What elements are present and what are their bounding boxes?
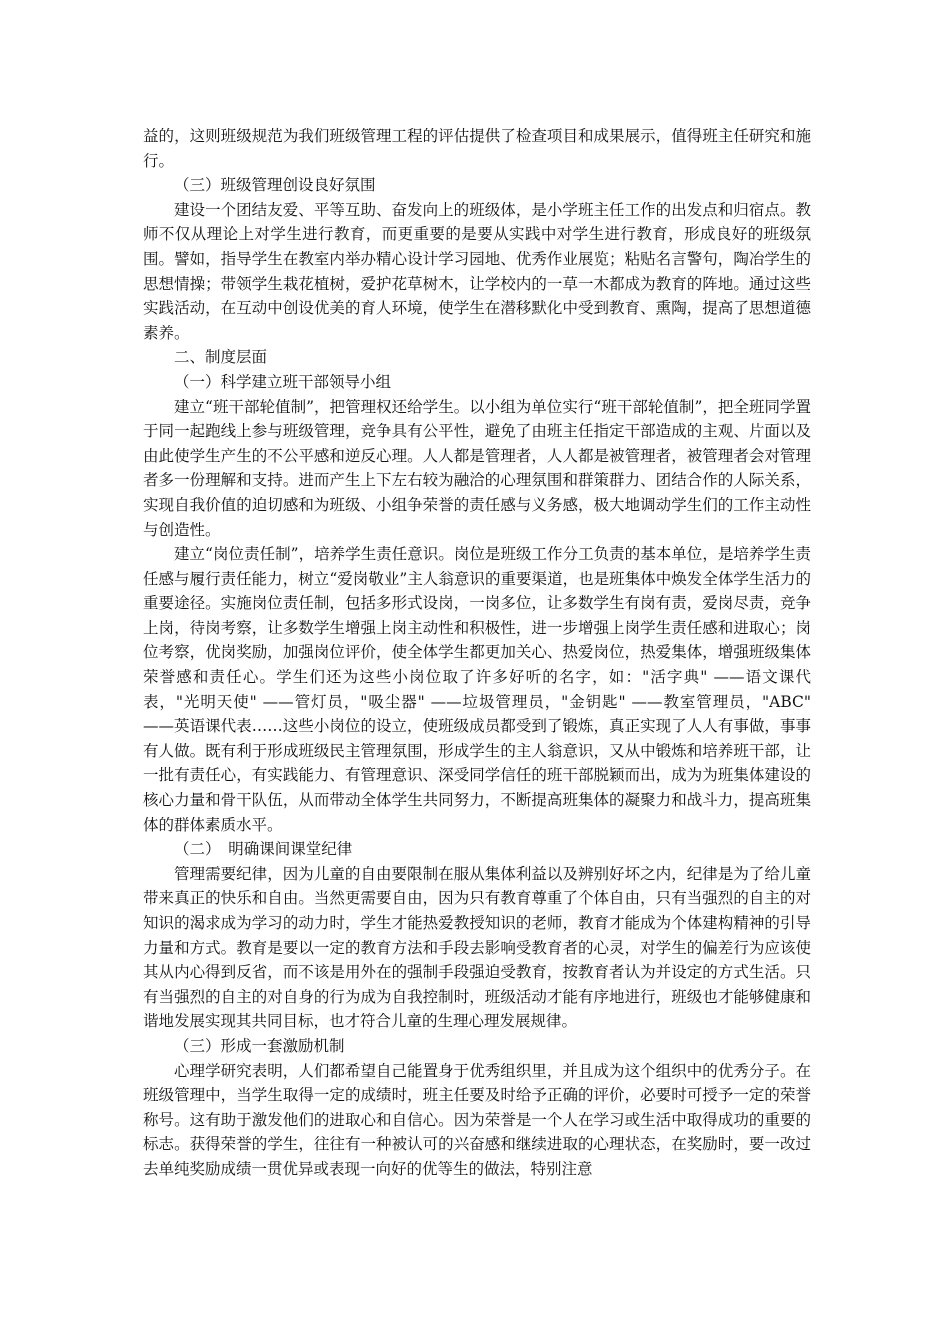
section-heading-incentives: （三）形成一套激励机制 xyxy=(174,1036,345,1055)
section-heading-discipline: （二） 明确课间课堂纪律 xyxy=(174,840,353,859)
section-heading-system: 二、制度层面 xyxy=(174,348,268,367)
section-heading-leadership-group: （一）科学建立班干部领导小组 xyxy=(174,372,392,391)
paragraph-atmosphere: 建设一个团结友爱、平等互助、奋发向上的班级体，是小学班主任工作的出发点和归宿点。教师不仅从理论上对学生进行教育，而更重要的是要从实践中对学生进行教育，形成良好的班级氛围。譬如，指导学生在教室内举办精心设计学习园地、优秀作业展览；粘贴名言警句，陶冶学生的思想情操；带领学生栽花植树，爱护花草树木，让学校内的一草一木都成为教育的阵地。通过这些实践活动，在互动中创设优美的育人环境，使学生在潜移默化中受到教育、熏陶，提高了思想道德素养。 xyxy=(143,200,811,342)
paragraph-continued: 益的，这则班级规范为我们班级管理工程的评估提供了检查项目和成果展示，值得班主任研究和施行。 xyxy=(143,127,811,170)
paragraph-discipline: 管理需要纪律，因为儿童的自由要限制在服从集体利益以及辨别好坏之内，纪律是为了给儿童带来真正的快乐和自由。当然更需要自由，因为只有教育尊重了个体自由，只有当强烈的自主的对知识的渴求成为学习的动力时，学生才能热爱教授知识的老师，教育才能成为个体建构精神的引导力量和方式。教育是要以一定的教育方法和手段去影响受教育者的心灵，对学生的偏差行为应该使其从内心得到反省，而不该是用外在的强制手段强迫受教育，按教育者认为并设定的方式生活。只有当强烈的自主的对自身的行为成为自我控制时，班级活动才能有序地进行，班级也才能够健康和谐地发展实现其共同目标，也才符合儿童的生理心理发展规律。 xyxy=(143,864,811,1031)
document-page xyxy=(143,124,811,1182)
paragraph-rotation-system: 建立“班干部轮值制”，把管理权还给学生。以小组为单位实行“班干部轮值制”，把全班同学置于同一起跑线上参与班级管理，竞争具有公平性，避免了由班主任指定干部造成的主观、片面以及由此使学生产生的不公平感和逆反心理。人人都是管理者，人人都是被管理者，被管理者会对管理者多一份理解和支持。进而产生上下左右较为融洽的心理氛围和群策群力、团结合作的人际关系，实现自我价值的迫切感和为班级、小组争荣誉的责任感与义务感，极大地调动学生们的工作主动性与创造性。 xyxy=(143,397,811,539)
paragraph-incentives: 心理学研究表明，人们都希望自己能置身于优秀组织里，并且成为这个组织中的优秀分子。在班级管理中，当学生取得一定的成绩时，班主任要及时给予正确的评价，必要时可授予一定的荣誉称号。这有助于激发他们的进取心和自信心。因为荣誉是一个人在学习或生活中取得成功的重要的标志。获得荣誉的学生，往往有一种被认可的兴奋感和继续进取的心理状态，在奖励时，要一改过去单纯奖励成绩一贯优异或表现一向好的优等生的做法，特别注意 xyxy=(143,1061,811,1178)
paragraph-responsibility-system: 建立“岗位责任制”，培养学生责任意识。岗位是班级工作分工负责的基本单位，是培养学生责任感与履行责任能力，树立“爱岗敬业”主人翁意识的重要渠道，也是班集体中焕发全体学生活力的重要途径。实施岗位责任制，包括多形式设岗，一岗多位，让多数学生有岗有责，爱岗尽责，竞争上岗，待岗考察，让多数学生增强上岗主动性和积极性，进一步增强上岗学生责任感和进取心；岗位考察，优岗奖励，加强岗位评价，使全体学生都更加关心、热爱岗位，热爱集体，增强班级集体荣誉感和责任心。学生们还为这些小岗位取了许多好听的名字，如："活字典" ——语文课代表，"光明天使" ——管灯员，"吸尘器" ——垃圾管理员，"金钥匙" ——教室管理员，"ABC" ——英语课代表……这些小岗位的设立，使班级成员都受到了锻炼，真正实现了人人有事做，事事有人做。既有利于形成班级民主管理氛围，形成学生的主人翁意识，又从中锻炼和培养班干部，让一批有责任心，有实践能力、有管理意识、深受同学信任的班干部脱颖而出，成为为班集体建设的核心力量和骨干队伍，从而带动全体学生共同努力，不断提高班集体的凝聚力和战斗力，提高班集体的群体素质水平。 xyxy=(143,545,811,834)
section-heading-atmosphere: （三）班级管理创设良好氛围 xyxy=(174,176,376,195)
